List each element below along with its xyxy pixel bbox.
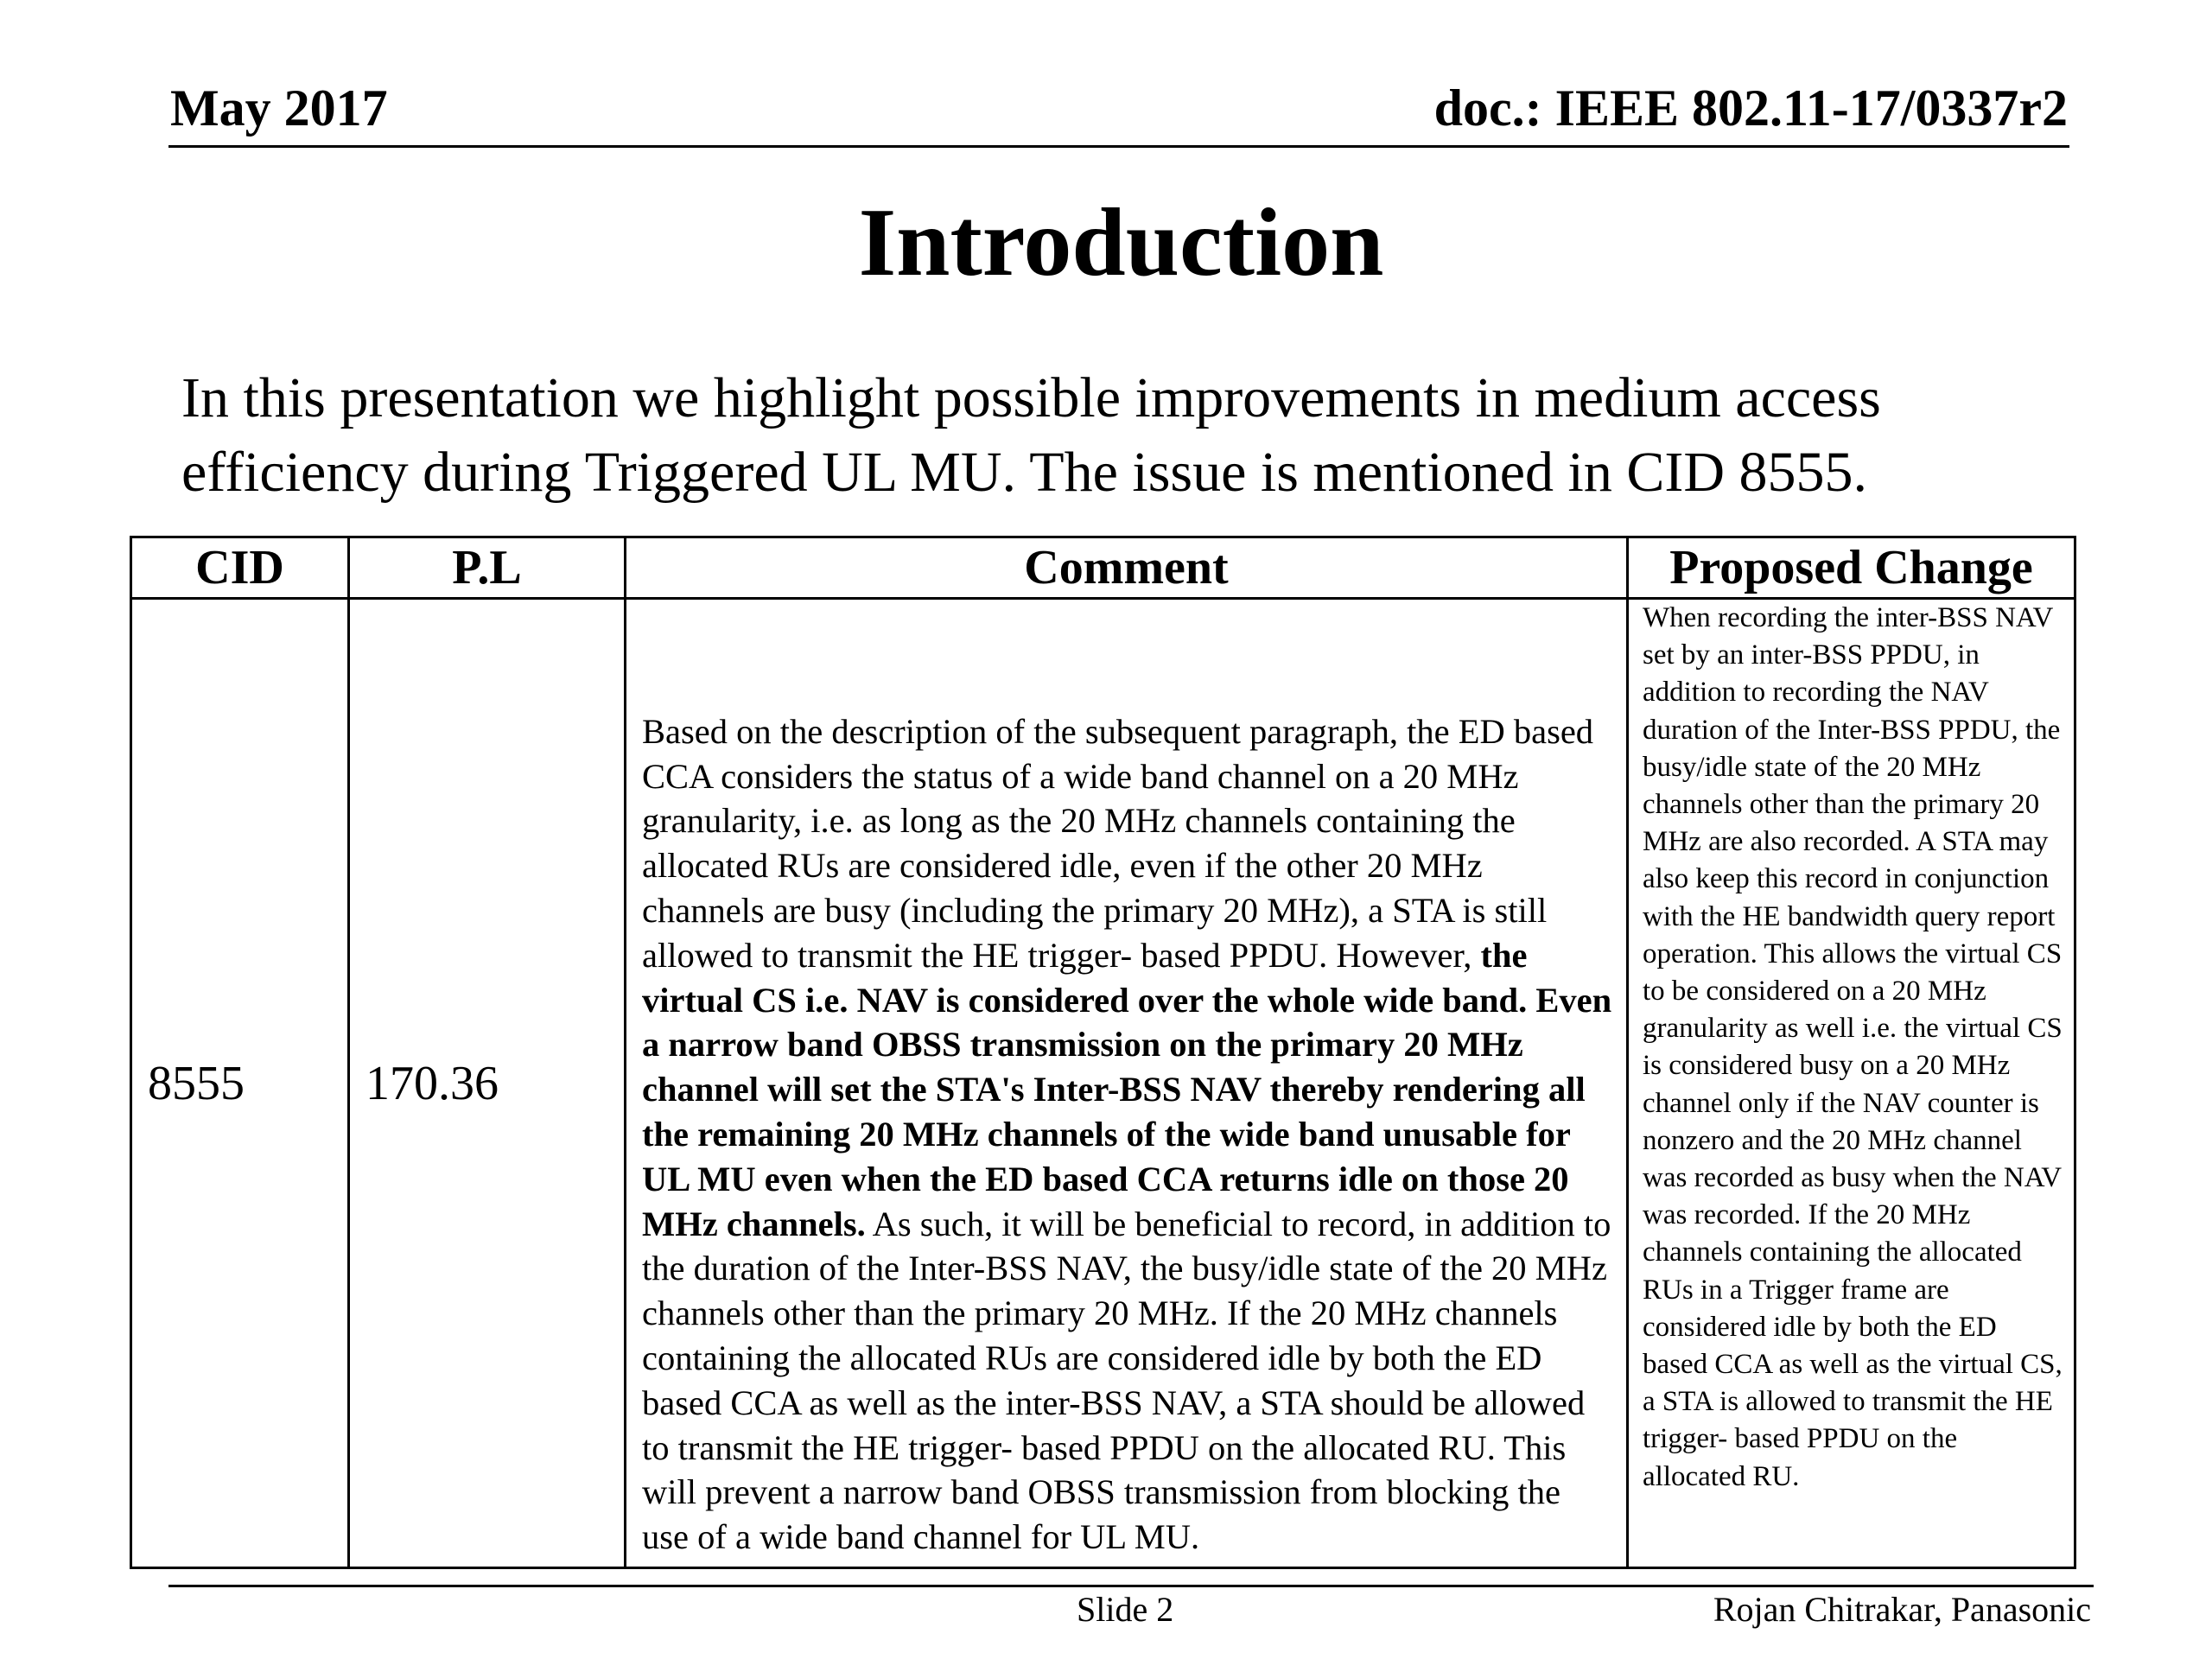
header-divider <box>168 145 2069 148</box>
footer-slide-number: Slide 2 <box>1077 1590 1174 1629</box>
header-proposed-change: Proposed Change <box>1628 537 2075 599</box>
header-pl: P.L <box>349 537 626 599</box>
header-doc-id: doc.: IEEE 802.11-17/0337r2 <box>1433 79 2068 137</box>
cell-comment <box>626 599 1628 1568</box>
comment-text-emphasis: the virtual CS i.e. NAV is considered over the whole wide band. Even a narrow band OBSS transmission on the primary 20 MHz channel will set the STA's Inter-BSS NAV thereby rendering all the remaining 20 MHz channels of the wide band unusable for UL MU even when the ED based CCA returns idle on those 20 MHz channels. <box>642 935 1612 1243</box>
intro-paragraph: In this presentation we highlight possible improvements in medium access efficiency during Triggered UL MU. The issue is mentioned in CID 8555. <box>181 366 1881 504</box>
header-comment: Comment <box>626 537 1628 599</box>
header-cid: CID <box>131 537 349 599</box>
footer-author: Rojan Chitrakar, Panasonic <box>1713 1590 2091 1629</box>
comment-text-start: Based on the description of the subsequent paragraph, the ED based CCA considers the status of a wide band channel on a 20 MHz granularity, i.e. as long as the 20 MHz channels containing the allocated RUs are considered idle, even if the other 20 MHz channels are busy (including the primary 20 MHz), a STA is still allowed to transmit the HE trigger- based PPDU. However, <box>642 711 1594 975</box>
table-header-row <box>131 537 2075 599</box>
cell-cid: 8555 <box>131 599 349 1568</box>
comment-table <box>130 536 2076 1569</box>
slide-title: Introduction <box>858 189 1384 296</box>
footer-divider <box>168 1585 2094 1587</box>
table-row <box>131 599 2075 1568</box>
comment-text-end: As such, it will be beneficial to record, in addition to the duration of the Inter-BSS NAV, the busy/idle state of the 20 MHz channels other than the primary 20 MHz. If the 20 MHz channels containing the allocated RUs are considered idle by both the ED based CCA as well as the inter-BSS NAV, a STA should be allowed to transmit the HE trigger- based PPDU on the allocated RU. This will prevent a narrow band OBSS transmission from blocking the use of a wide band channel for UL MU. <box>642 1204 1611 1557</box>
cell-proposed-change: When recording the inter-BSS NAV set by an inter-BSS PPDU, in addition to recording the NAV duration of the Inter-BSS PPDU, the busy/idle state of the 20 MHz channels other than the primary 20 MHz are also recorded. A STA may also keep this record in conjunction with the HE bandwidth query report operation. This allows the virtual CS to be considered on a 20 MHz granularity as well i.e. the virtual CS is considered busy on a 20 MHz channel only if the NAV counter is nonzero and the 20 MHz channel was recorded as busy when the NAV was recorded. If the 20 MHz channels containing the allocated RUs in a Trigger frame are considered idle by both the ED based CCA as well as the virtual CS, a STA is allowed to transmit the HE trigger- based PPDU on the allocated RU. <box>1628 599 2075 1568</box>
header-date: May 2017 <box>170 79 388 137</box>
cell-pl: 170.36 <box>349 599 626 1568</box>
